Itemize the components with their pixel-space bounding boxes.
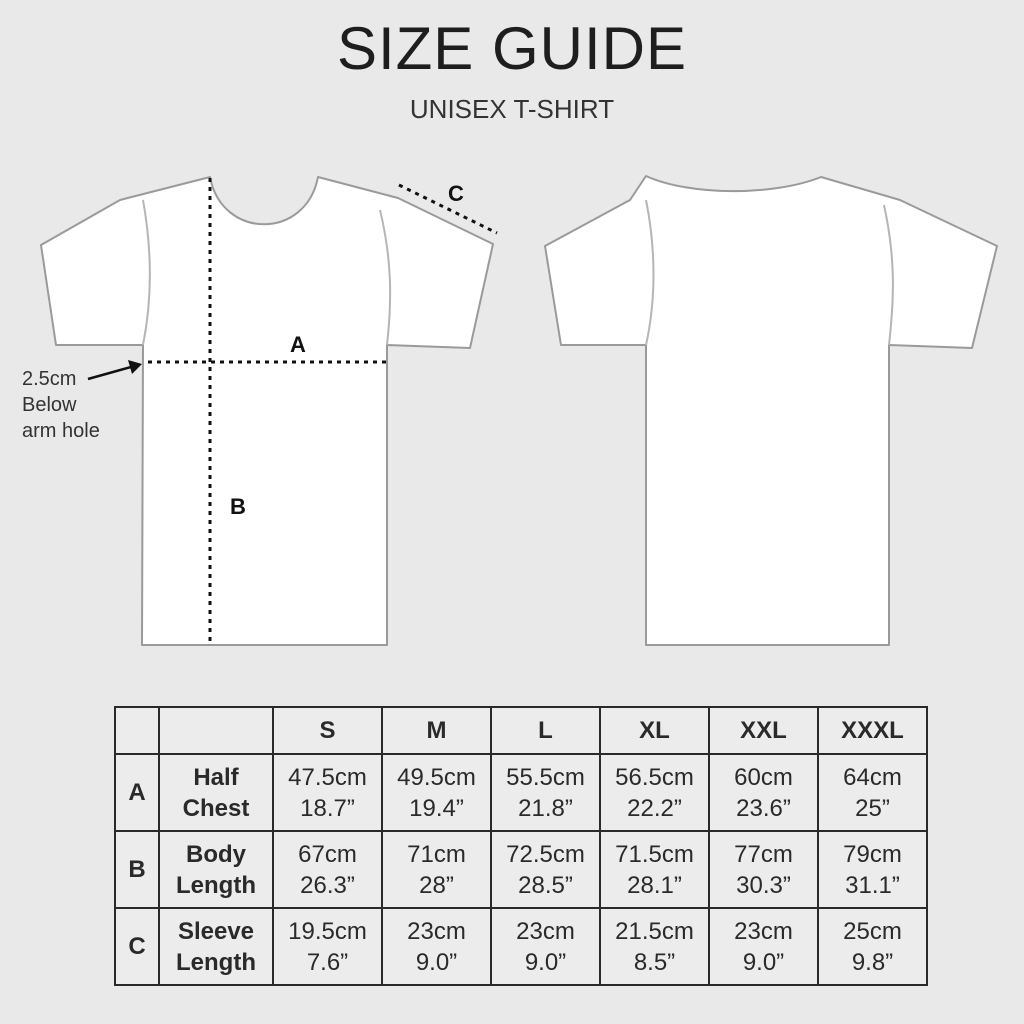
- cell-cm: 23cm: [516, 917, 575, 945]
- cell-inch: 26.3”: [300, 871, 355, 899]
- label-c: C: [448, 181, 464, 206]
- size-header: XL: [600, 707, 709, 754]
- row-label: [159, 754, 273, 831]
- table-row: [115, 908, 927, 985]
- cell-inch: 7.6”: [306, 948, 349, 976]
- cell-inch: 9.0”: [742, 948, 785, 976]
- table-cell: [709, 908, 818, 985]
- cell-cm: 49.5cm: [397, 763, 476, 791]
- table-cell: [600, 754, 709, 831]
- blank-cell: [159, 707, 273, 754]
- size-header: XXXL: [818, 707, 927, 754]
- table-cell: [709, 831, 818, 908]
- cell-inch: 21.8”: [518, 794, 573, 822]
- note-line: Below: [22, 394, 77, 416]
- cell-cm: 71cm: [407, 840, 466, 868]
- cell-cm: 21.5cm: [615, 917, 694, 945]
- row-label-line: Length: [176, 871, 256, 899]
- cell-cm: 55.5cm: [506, 763, 585, 791]
- cell-cm: 56.5cm: [615, 763, 694, 791]
- cell-inch: 31.1”: [845, 871, 900, 899]
- cell-inch: 9.0”: [415, 948, 458, 976]
- cell-cm: 64cm: [843, 763, 902, 791]
- table-cell: [818, 908, 927, 985]
- row-label-line: Half: [193, 763, 239, 791]
- size-header: M: [382, 707, 491, 754]
- table-cell: [382, 831, 491, 908]
- size-header: XXL: [709, 707, 818, 754]
- row-letter: B: [115, 831, 159, 908]
- size-table: [114, 706, 928, 986]
- row-label: [159, 908, 273, 985]
- table-cell: [491, 831, 600, 908]
- label-a: A: [290, 332, 306, 357]
- table-cell: [818, 831, 927, 908]
- table-cell: [600, 908, 709, 985]
- cell-inch: 8.5”: [633, 948, 676, 976]
- row-label-line: Chest: [182, 794, 250, 822]
- cell-inch: 19.4”: [409, 794, 464, 822]
- cell-cm: 77cm: [734, 840, 793, 868]
- armhole-arrow-head: [128, 360, 142, 374]
- size-header-row: [115, 707, 927, 754]
- label-b: B: [230, 494, 246, 519]
- table-cell: [818, 754, 927, 831]
- row-label-line: Sleeve: [177, 917, 255, 945]
- tshirt-front: [41, 177, 493, 645]
- cell-cm: 67cm: [298, 840, 357, 868]
- row-letter: C: [115, 908, 159, 985]
- cell-inch: 22.2”: [627, 794, 682, 822]
- table-cell: [600, 831, 709, 908]
- row-letter: A: [115, 754, 159, 831]
- cell-inch: 30.3”: [736, 871, 791, 899]
- table-cell: [491, 754, 600, 831]
- row-label: [159, 831, 273, 908]
- cell-cm: 23cm: [734, 917, 793, 945]
- table-cell: [273, 908, 382, 985]
- cell-inch: 28”: [419, 871, 454, 899]
- cell-cm: 19.5cm: [288, 917, 367, 945]
- cell-cm: 72.5cm: [506, 840, 585, 868]
- cell-cm: 71.5cm: [615, 840, 694, 868]
- table-row: [115, 754, 927, 831]
- table-cell: [382, 754, 491, 831]
- table-cell: [709, 754, 818, 831]
- cell-cm: 47.5cm: [288, 763, 367, 791]
- row-label-line: Length: [176, 948, 256, 976]
- table-cell: [273, 831, 382, 908]
- cell-inch: 9.8”: [851, 948, 894, 976]
- cell-inch: 25”: [855, 794, 890, 822]
- table-cell: [273, 754, 382, 831]
- note-line: arm hole: [22, 420, 100, 442]
- blank-cell: [115, 707, 159, 754]
- size-header: S: [273, 707, 382, 754]
- row-label-line: Body: [186, 840, 246, 868]
- page-title: SIZE GUIDE: [336, 15, 688, 82]
- cell-inch: 28.5”: [518, 871, 573, 899]
- tshirt-back: [545, 176, 997, 645]
- cell-cm: 60cm: [734, 763, 793, 791]
- table-cell: [382, 908, 491, 985]
- size-header: L: [491, 707, 600, 754]
- cell-inch: 18.7”: [300, 794, 355, 822]
- cell-cm: 79cm: [843, 840, 902, 868]
- table-cell: [491, 908, 600, 985]
- cell-cm: 25cm: [843, 917, 902, 945]
- cell-inch: 23.6”: [736, 794, 791, 822]
- table-row: [115, 831, 927, 908]
- cell-cm: 23cm: [407, 917, 466, 945]
- note-line: 2.5cm: [22, 368, 77, 390]
- cell-inch: 28.1”: [627, 871, 682, 899]
- armhole-note: [22, 366, 100, 444]
- cell-inch: 9.0”: [524, 948, 567, 976]
- page-subtitle: UNISEX T-SHIRT: [409, 94, 615, 124]
